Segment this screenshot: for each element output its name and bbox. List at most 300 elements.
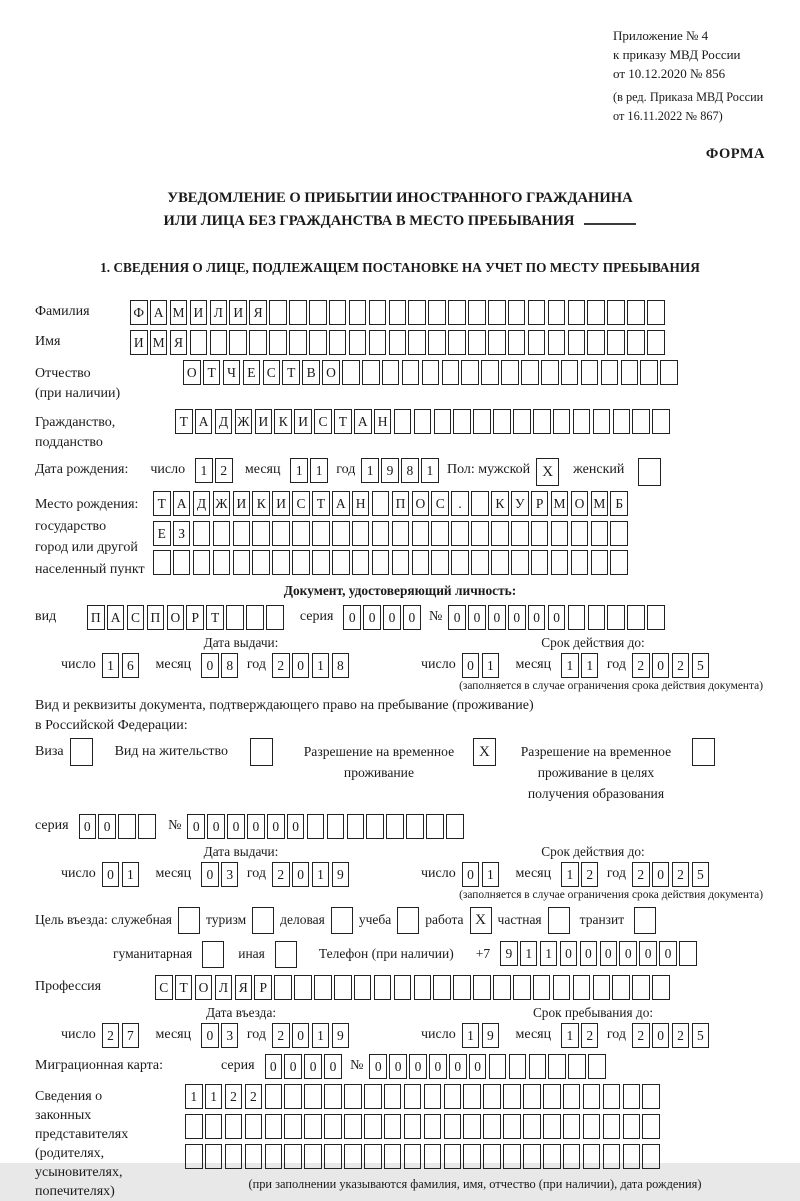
char-cell bbox=[588, 1054, 606, 1079]
citizenship-cells bbox=[175, 409, 672, 434]
char-cell bbox=[414, 975, 432, 1000]
id-number-cells bbox=[448, 605, 667, 630]
char-cell: В bbox=[302, 360, 320, 385]
char-cell: 0 bbox=[79, 814, 97, 839]
representatives-label-line: усыновителях, bbox=[35, 1165, 123, 1180]
char-cell: 1 bbox=[561, 862, 579, 887]
char-cell bbox=[269, 330, 287, 355]
char-cell bbox=[392, 521, 410, 546]
char-cell bbox=[660, 360, 678, 385]
permit-issue-head: Дата выдачи: bbox=[203, 844, 279, 859]
char-cell: И bbox=[272, 491, 290, 516]
visa-checkbox bbox=[70, 738, 93, 766]
char-cell: 1 bbox=[195, 458, 213, 483]
char-cell: 0 bbox=[201, 653, 219, 678]
entry-date-head: Дата въезда: bbox=[205, 1005, 277, 1020]
char-cell bbox=[521, 360, 539, 385]
doc-type-label: вид bbox=[35, 609, 57, 624]
birthplace-label-line2: государство bbox=[35, 518, 107, 534]
char-cell bbox=[394, 975, 412, 1000]
migcard-series-label: серия bbox=[221, 1058, 255, 1073]
char-cell bbox=[571, 550, 589, 575]
day-label: число bbox=[421, 657, 456, 672]
char-cell bbox=[364, 1144, 382, 1169]
char-cell: Я bbox=[235, 975, 253, 1000]
char-cell bbox=[118, 814, 136, 839]
id-series-cells bbox=[343, 605, 423, 630]
representatives-label-line: (родителях, bbox=[35, 1146, 105, 1161]
char-cell bbox=[386, 814, 404, 839]
char-cell: 0 bbox=[652, 862, 670, 887]
purpose-tourism-label: туризм bbox=[206, 912, 247, 927]
birth-date-label: Дата рождения: bbox=[35, 462, 129, 477]
char-cell bbox=[543, 1144, 561, 1169]
char-cell bbox=[607, 330, 625, 355]
char-cell bbox=[489, 1054, 507, 1079]
representatives-rows bbox=[185, 1084, 765, 1201]
char-cell: 0 bbox=[449, 1054, 467, 1079]
char-cell bbox=[431, 521, 449, 546]
char-cell: 0 bbox=[292, 653, 310, 678]
char-cell: 0 bbox=[429, 1054, 447, 1079]
char-cell bbox=[573, 409, 591, 434]
char-cell bbox=[372, 521, 390, 546]
stay-day-cells bbox=[462, 1023, 502, 1048]
char-cell bbox=[332, 550, 350, 575]
char-cell: 9 bbox=[381, 458, 399, 483]
year-label: год bbox=[606, 866, 626, 881]
char-cell bbox=[324, 1114, 342, 1139]
char-cell: 0 bbox=[98, 814, 116, 839]
char-cell: 2 bbox=[272, 653, 290, 678]
char-cell: Т bbox=[282, 360, 300, 385]
char-cell bbox=[213, 521, 231, 546]
char-cell bbox=[541, 360, 559, 385]
char-cell bbox=[284, 1084, 302, 1109]
char-cell: К bbox=[274, 409, 292, 434]
char-cell bbox=[272, 550, 290, 575]
char-cell bbox=[642, 1144, 660, 1169]
char-cell bbox=[309, 330, 327, 355]
id-issue-year-cells bbox=[272, 653, 352, 678]
char-cell: 0 bbox=[469, 1054, 487, 1079]
char-cell bbox=[404, 1114, 422, 1139]
char-cell: Т bbox=[312, 491, 330, 516]
char-cell bbox=[463, 1084, 481, 1109]
char-cell bbox=[252, 521, 270, 546]
char-cell bbox=[153, 550, 171, 575]
char-cell: 0 bbox=[343, 605, 361, 630]
id-valid-year-cells bbox=[632, 653, 712, 678]
residence-doc-text-line1: Вид и реквизиты документа, подтверждающего право на пребывание (проживание) bbox=[35, 698, 534, 713]
char-cell: С bbox=[263, 360, 281, 385]
surname-cells bbox=[130, 300, 667, 325]
year-label: год bbox=[606, 657, 626, 672]
migcard-number-cells bbox=[369, 1054, 608, 1079]
char-cell: 0 bbox=[187, 814, 205, 839]
char-cell bbox=[513, 975, 531, 1000]
char-cell: 0 bbox=[265, 1054, 283, 1079]
char-cell bbox=[553, 409, 571, 434]
char-cell: 1 bbox=[122, 862, 140, 887]
purpose-private-checkbox bbox=[548, 907, 570, 934]
residence-permit-checkbox bbox=[250, 738, 273, 766]
form-title bbox=[35, 187, 765, 233]
char-cell: 0 bbox=[619, 941, 637, 966]
char-cell bbox=[229, 330, 247, 355]
entry-purpose-row bbox=[35, 907, 765, 934]
char-cell: 0 bbox=[403, 605, 421, 630]
char-cell bbox=[468, 300, 486, 325]
char-cell: О bbox=[322, 360, 340, 385]
char-cell bbox=[591, 550, 609, 575]
day-label: число bbox=[61, 1027, 96, 1042]
char-cell: 0 bbox=[383, 605, 401, 630]
char-cell: С bbox=[431, 491, 449, 516]
year-label: год bbox=[246, 657, 266, 672]
char-cell: 0 bbox=[580, 941, 598, 966]
char-cell: Л bbox=[210, 300, 228, 325]
phone-label: Телефон (при наличии) bbox=[318, 946, 454, 961]
char-cell: 0 bbox=[102, 862, 120, 887]
purpose-business-checkbox bbox=[331, 907, 353, 934]
permit-issue-day-cells bbox=[102, 862, 142, 887]
char-cell: 0 bbox=[652, 653, 670, 678]
id-number-label: № bbox=[429, 609, 443, 624]
representatives-label-line: попечителях) bbox=[35, 1184, 115, 1199]
char-cell: Р bbox=[531, 491, 549, 516]
purpose-private-label: частная bbox=[497, 912, 542, 927]
char-cell: 0 bbox=[207, 814, 225, 839]
appendix-subline: от 16.11.2022 № 867) bbox=[613, 109, 723, 123]
char-cell bbox=[601, 360, 619, 385]
char-cell: Р bbox=[186, 605, 204, 630]
char-cell: 1 bbox=[310, 458, 328, 483]
char-cell: 0 bbox=[488, 605, 506, 630]
char-cell: 0 bbox=[324, 1054, 342, 1079]
char-cell bbox=[245, 1144, 263, 1169]
char-cell: А bbox=[354, 409, 372, 434]
char-cell bbox=[588, 605, 606, 630]
month-label: месяц bbox=[155, 657, 192, 672]
char-cell bbox=[587, 300, 605, 325]
char-cell: С bbox=[127, 605, 145, 630]
char-cell bbox=[225, 1144, 243, 1169]
char-cell: 8 bbox=[221, 653, 239, 678]
char-cell: О bbox=[571, 491, 589, 516]
char-cell bbox=[563, 1114, 581, 1139]
char-cell bbox=[384, 1114, 402, 1139]
char-cell bbox=[205, 1114, 223, 1139]
profession-label: Профессия bbox=[35, 979, 102, 994]
char-cell bbox=[491, 521, 509, 546]
char-cell bbox=[265, 1084, 283, 1109]
char-cell: А bbox=[107, 605, 125, 630]
char-cell bbox=[366, 814, 384, 839]
birth-month-cells bbox=[290, 458, 330, 483]
id-issue-head: Дата выдачи: bbox=[203, 635, 279, 650]
char-cell bbox=[612, 975, 630, 1000]
char-cell: 9 bbox=[482, 1023, 500, 1048]
representatives-label-line: Сведения о bbox=[35, 1089, 103, 1104]
char-cell bbox=[185, 1114, 203, 1139]
char-cell bbox=[233, 550, 251, 575]
char-cell bbox=[528, 300, 546, 325]
char-cell bbox=[642, 1114, 660, 1139]
representatives-cells-row2 bbox=[185, 1114, 662, 1139]
birthplace-cells-row1 bbox=[153, 491, 630, 516]
char-cell: И bbox=[233, 491, 251, 516]
char-cell: 1 bbox=[312, 653, 330, 678]
char-cell bbox=[392, 550, 410, 575]
appendix-line: Приложение № 4 bbox=[613, 28, 709, 43]
char-cell: 0 bbox=[560, 941, 578, 966]
char-cell bbox=[642, 1084, 660, 1109]
char-cell bbox=[265, 1114, 283, 1139]
char-cell: 8 bbox=[401, 458, 419, 483]
char-cell: 2 bbox=[632, 653, 650, 678]
permit-series-row bbox=[35, 814, 765, 839]
char-cell bbox=[389, 300, 407, 325]
birthplace-label-line4: населенный пункт bbox=[35, 561, 145, 577]
char-cell bbox=[344, 1114, 362, 1139]
char-cell bbox=[344, 1084, 362, 1109]
char-cell: 1 bbox=[561, 653, 579, 678]
char-cell: 2 bbox=[581, 1023, 599, 1048]
char-cell bbox=[284, 1114, 302, 1139]
month-label: месяц bbox=[244, 462, 281, 477]
char-cell: . bbox=[451, 491, 469, 516]
char-cell bbox=[632, 975, 650, 1000]
permit-series-cells bbox=[79, 814, 159, 839]
year-label: год bbox=[246, 1027, 266, 1042]
char-cell bbox=[610, 550, 628, 575]
char-cell bbox=[568, 1054, 586, 1079]
char-cell: 1 bbox=[520, 941, 538, 966]
char-cell: 0 bbox=[227, 814, 245, 839]
char-cell bbox=[424, 1114, 442, 1139]
char-cell bbox=[193, 521, 211, 546]
migcard-series-cells bbox=[265, 1054, 345, 1079]
char-cell bbox=[448, 330, 466, 355]
char-cell bbox=[424, 1084, 442, 1109]
char-cell bbox=[265, 1144, 283, 1169]
day-label: число bbox=[421, 866, 456, 881]
char-cell bbox=[369, 330, 387, 355]
purpose-study-checkbox bbox=[397, 907, 419, 934]
purpose-work-label: работа bbox=[425, 912, 464, 927]
citizenship-label bbox=[35, 409, 175, 453]
birth-year-cells bbox=[361, 458, 441, 483]
char-cell bbox=[652, 975, 670, 1000]
char-cell bbox=[531, 550, 549, 575]
id-issue-col bbox=[61, 635, 421, 678]
char-cell bbox=[442, 360, 460, 385]
char-cell: 0 bbox=[508, 605, 526, 630]
char-cell bbox=[402, 360, 420, 385]
char-cell: 1 bbox=[421, 458, 439, 483]
char-cell: О bbox=[412, 491, 430, 516]
char-cell bbox=[473, 409, 491, 434]
char-cell bbox=[245, 1114, 263, 1139]
char-cell: 0 bbox=[247, 814, 265, 839]
char-cell: 0 bbox=[548, 605, 566, 630]
char-cell bbox=[324, 1084, 342, 1109]
char-cell: П bbox=[87, 605, 105, 630]
month-label: месяц bbox=[515, 657, 552, 672]
phone-cells bbox=[500, 941, 699, 966]
representatives-note: (при заполнении указываются фамилия, имя, отчество (при наличии), дата рождения) bbox=[248, 1176, 702, 1191]
char-cell bbox=[173, 550, 191, 575]
char-cell bbox=[424, 1144, 442, 1169]
char-cell bbox=[344, 1144, 362, 1169]
char-cell bbox=[422, 360, 440, 385]
char-cell: 1 bbox=[482, 862, 500, 887]
id-issue-day-cells bbox=[102, 653, 142, 678]
char-cell: 0 bbox=[409, 1054, 427, 1079]
char-cell: 2 bbox=[672, 862, 690, 887]
sex-male-checkbox: X bbox=[536, 458, 559, 486]
char-cell bbox=[252, 550, 270, 575]
char-cell bbox=[412, 550, 430, 575]
char-cell: 1 bbox=[482, 653, 500, 678]
char-cell bbox=[292, 550, 310, 575]
char-cell bbox=[483, 1114, 501, 1139]
char-cell: 2 bbox=[672, 1023, 690, 1048]
representatives-label-line: представителях bbox=[35, 1127, 129, 1142]
section1-heading: 1. СВЕДЕНИЯ О ЛИЦЕ, ПОДЛЕЖАЩЕМ ПОСТАНОВКЕ НА УЧЕТ ПО МЕСТУ ПРЕБЫВАНИЯ bbox=[100, 260, 700, 275]
char-cell bbox=[304, 1114, 322, 1139]
appendix-subline: (в ред. Приказа МВД России bbox=[613, 90, 764, 104]
char-cell bbox=[274, 975, 292, 1000]
char-cell: Я bbox=[170, 330, 188, 355]
char-cell: П bbox=[147, 605, 165, 630]
char-cell: Н bbox=[374, 409, 392, 434]
phone-prefix: +7 bbox=[475, 946, 491, 961]
char-cell bbox=[384, 1084, 402, 1109]
char-cell bbox=[205, 1144, 223, 1169]
char-cell bbox=[607, 605, 625, 630]
char-cell bbox=[309, 300, 327, 325]
year-label: год bbox=[246, 866, 266, 881]
char-cell: Ч bbox=[223, 360, 241, 385]
char-cell: 3 bbox=[221, 1023, 239, 1048]
char-cell bbox=[488, 330, 506, 355]
char-cell: И bbox=[255, 409, 273, 434]
temp-residence-label: Разрешение на временное проживание bbox=[303, 744, 455, 780]
char-cell: Ж bbox=[235, 409, 253, 434]
char-cell bbox=[428, 300, 446, 325]
representatives-labels bbox=[35, 1084, 185, 1201]
char-cell bbox=[468, 330, 486, 355]
sex-female-label: женский bbox=[573, 462, 625, 477]
char-cell: А bbox=[173, 491, 191, 516]
char-cell: 6 bbox=[122, 653, 140, 678]
char-cell: О bbox=[167, 605, 185, 630]
char-cell bbox=[503, 1084, 521, 1109]
validity-note: (заполняется в случае ограничения срока действия документа) bbox=[459, 889, 763, 901]
char-cell bbox=[226, 605, 244, 630]
appendix-header bbox=[613, 26, 765, 126]
char-cell: И bbox=[130, 330, 148, 355]
char-cell bbox=[561, 360, 579, 385]
char-cell bbox=[138, 814, 156, 839]
char-cell: 1 bbox=[312, 862, 330, 887]
char-cell bbox=[249, 330, 267, 355]
profession-cells bbox=[155, 975, 672, 1000]
char-cell bbox=[548, 330, 566, 355]
char-cell bbox=[471, 521, 489, 546]
char-cell bbox=[266, 605, 284, 630]
char-cell bbox=[394, 409, 412, 434]
birthplace-label-line3: город или другой bbox=[35, 540, 138, 555]
char-cell: 2 bbox=[225, 1084, 243, 1109]
char-cell: А bbox=[150, 300, 168, 325]
form-title-line1: УВЕДОМЛЕНИЕ О ПРИБЫТИИ ИНОСТРАННОГО ГРАЖДАНИНА bbox=[167, 190, 633, 206]
citizenship-label-line2: подданство bbox=[35, 435, 103, 450]
char-cell bbox=[593, 409, 611, 434]
char-cell: 0 bbox=[284, 1054, 302, 1079]
char-cell bbox=[210, 330, 228, 355]
char-cell bbox=[451, 550, 469, 575]
char-cell bbox=[185, 1144, 203, 1169]
given-name-cells bbox=[130, 330, 667, 355]
char-cell bbox=[246, 605, 264, 630]
char-cell: 9 bbox=[332, 862, 350, 887]
char-cell: И bbox=[190, 300, 208, 325]
temp-residence-edu-checkbox bbox=[692, 738, 715, 766]
purpose-humanitarian-checkbox bbox=[202, 941, 224, 968]
birthplace-cells-row3 bbox=[153, 550, 630, 575]
char-cell bbox=[294, 975, 312, 1000]
char-cell bbox=[362, 360, 380, 385]
char-cell bbox=[627, 605, 645, 630]
char-cell bbox=[647, 300, 665, 325]
char-cell: 2 bbox=[102, 1023, 120, 1048]
stay-month-cells bbox=[561, 1023, 601, 1048]
char-cell bbox=[463, 1114, 481, 1139]
char-cell bbox=[444, 1144, 462, 1169]
day-label: число bbox=[150, 462, 186, 477]
char-cell bbox=[304, 1144, 322, 1169]
permit-series-label: серия bbox=[35, 818, 69, 833]
char-cell bbox=[233, 521, 251, 546]
char-cell bbox=[647, 605, 665, 630]
char-cell bbox=[332, 521, 350, 546]
char-cell bbox=[491, 550, 509, 575]
char-cell bbox=[493, 975, 511, 1000]
char-cell: 9 bbox=[500, 941, 518, 966]
char-cell bbox=[632, 409, 650, 434]
month-label: месяц bbox=[515, 1027, 552, 1042]
char-cell bbox=[528, 330, 546, 355]
char-cell bbox=[603, 1144, 621, 1169]
representatives-cells-row1 bbox=[185, 1084, 662, 1109]
char-cell bbox=[563, 1144, 581, 1169]
char-cell bbox=[225, 1114, 243, 1139]
given-name-label: Имя bbox=[35, 334, 61, 349]
char-cell bbox=[627, 300, 645, 325]
birth-date-row bbox=[35, 458, 765, 486]
char-cell bbox=[531, 521, 549, 546]
month-label: месяц bbox=[155, 1027, 192, 1042]
char-cell bbox=[679, 941, 697, 966]
char-cell: 1 bbox=[540, 941, 558, 966]
char-cell bbox=[414, 409, 432, 434]
char-cell bbox=[369, 300, 387, 325]
purpose-business-label: деловая bbox=[280, 912, 325, 927]
char-cell bbox=[623, 1114, 641, 1139]
